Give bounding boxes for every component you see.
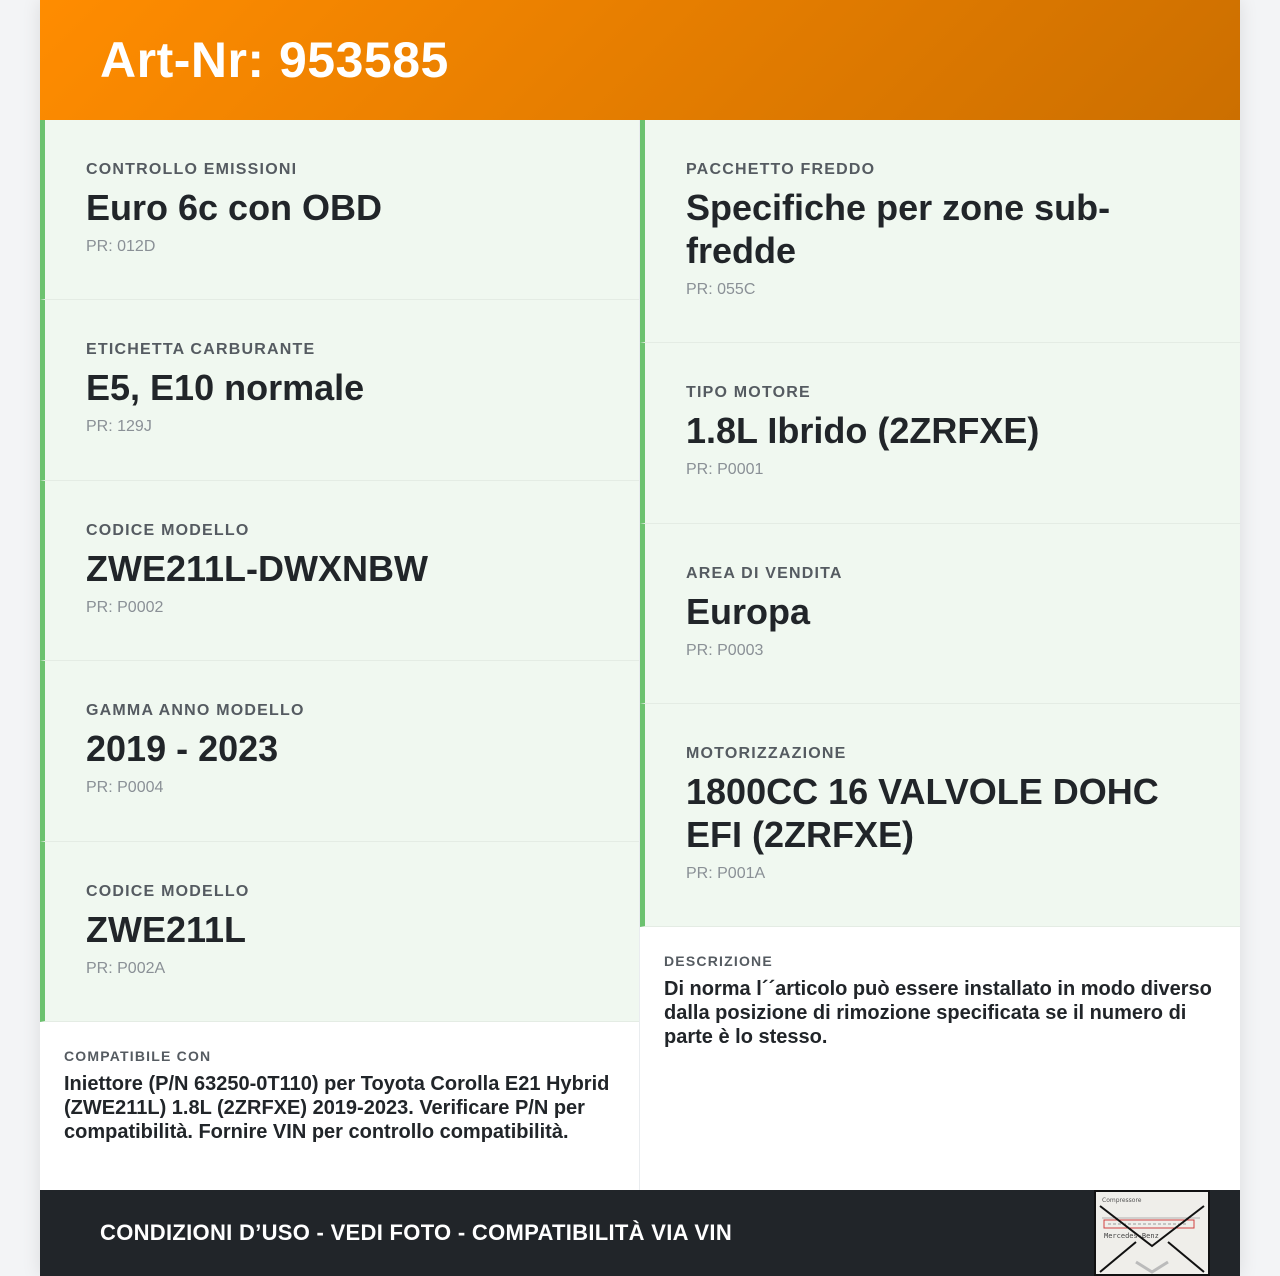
spec-label: CONTROLLO EMISSIONI: [86, 161, 298, 178]
spec-value: Europa: [686, 591, 811, 632]
spec-label: CODICE MODELLO: [86, 882, 250, 900]
spec-value: E5, E10 normale: [86, 367, 365, 409]
spec-label: PACCHETTO FREDDO: [686, 161, 876, 178]
spec-label: MOTORIZZAZIONE: [686, 745, 847, 762]
description-text: Di norma l´´articolo può essere installato in modo diverso dalla posizione di rimozione specificata se il numero di parte è lo stesso.: [664, 978, 1212, 1048]
spec-card: [640, 120, 1240, 343]
compatibility-note: [40, 1022, 639, 1192]
spec-value: Euro 6c con OBD: [86, 187, 383, 228]
spec-card: [40, 481, 639, 661]
spec-card: [640, 524, 1240, 704]
spec-code: PR: P001A: [686, 865, 766, 882]
article-number-title: Art-Nr: 953585: [100, 32, 449, 88]
spec-value: ZWE211L-DWXNBW: [86, 547, 428, 589]
spec-code: PR: P0003: [686, 642, 764, 659]
right-column: [640, 120, 1240, 1192]
product-photo-thumbnail[interactable]: [1094, 1190, 1210, 1276]
spec-code: PR: P0004: [86, 779, 164, 797]
spec-card: [640, 704, 1240, 927]
spec-code: PR: P0002: [86, 598, 164, 616]
spec-code: PR: P002A: [86, 959, 166, 977]
description-label: DESCRIZIONE: [664, 953, 773, 969]
spec-value: 1800CC 16 VALVOLE DOHC EFI (2ZRFXE): [686, 771, 1159, 855]
spec-card: [40, 120, 639, 300]
page-header: [40, 0, 1240, 120]
thumbnail-caption: Compressore: [1102, 1197, 1142, 1204]
spec-label: GAMMA ANNO MODELLO: [86, 702, 305, 720]
spec-label: ETICHETTA CARBURANTE: [86, 341, 316, 359]
product-sheet: [40, 0, 1240, 1276]
spec-value: Specifiche per zone sub-fredde: [686, 187, 1111, 271]
spec-card: [40, 661, 639, 841]
spec-label: TIPO MOTORE: [686, 384, 811, 401]
spec-card: [640, 343, 1240, 524]
spec-value: ZWE211L: [86, 908, 247, 950]
spec-value: 1.8L Ibrido (2ZRFXE): [686, 410, 1040, 451]
envelope-photo-icon: [1096, 1192, 1208, 1274]
description-note: [640, 927, 1240, 1191]
compatibility-text: Iniettore (P/N 63250-0T110) per Toyota Corolla E21 Hybrid (ZWE211L) 1.8L (2ZRFXE) 2019-2023. Verificare P/N per compatibilità. Fornire VIN per controllo compatibilità.: [64, 1072, 610, 1143]
left-column: [40, 120, 640, 1192]
spec-code: PR: 055C: [686, 281, 756, 298]
spec-code: PR: 012D: [86, 238, 156, 255]
spec-code: PR: 129J: [86, 418, 152, 436]
compatibility-label: COMPATIBILE CON: [64, 1047, 212, 1064]
spec-card: [40, 300, 639, 480]
spec-value: 2019 - 2023: [86, 728, 279, 770]
footer-terms: CONDIZIONI D’USO - VEDI FOTO - COMPATIBILITÀ VIA VIN: [100, 1220, 733, 1245]
spec-card: [40, 842, 639, 1022]
thumbnail-brand: Mercedes-Benz: [1104, 1232, 1159, 1240]
spec-grid: [40, 120, 1240, 1192]
page-footer: [40, 1190, 1240, 1276]
spec-label: AREA DI VENDITA: [686, 565, 843, 582]
spec-code: PR: P0001: [686, 461, 764, 478]
spec-label: CODICE MODELLO: [86, 521, 250, 539]
